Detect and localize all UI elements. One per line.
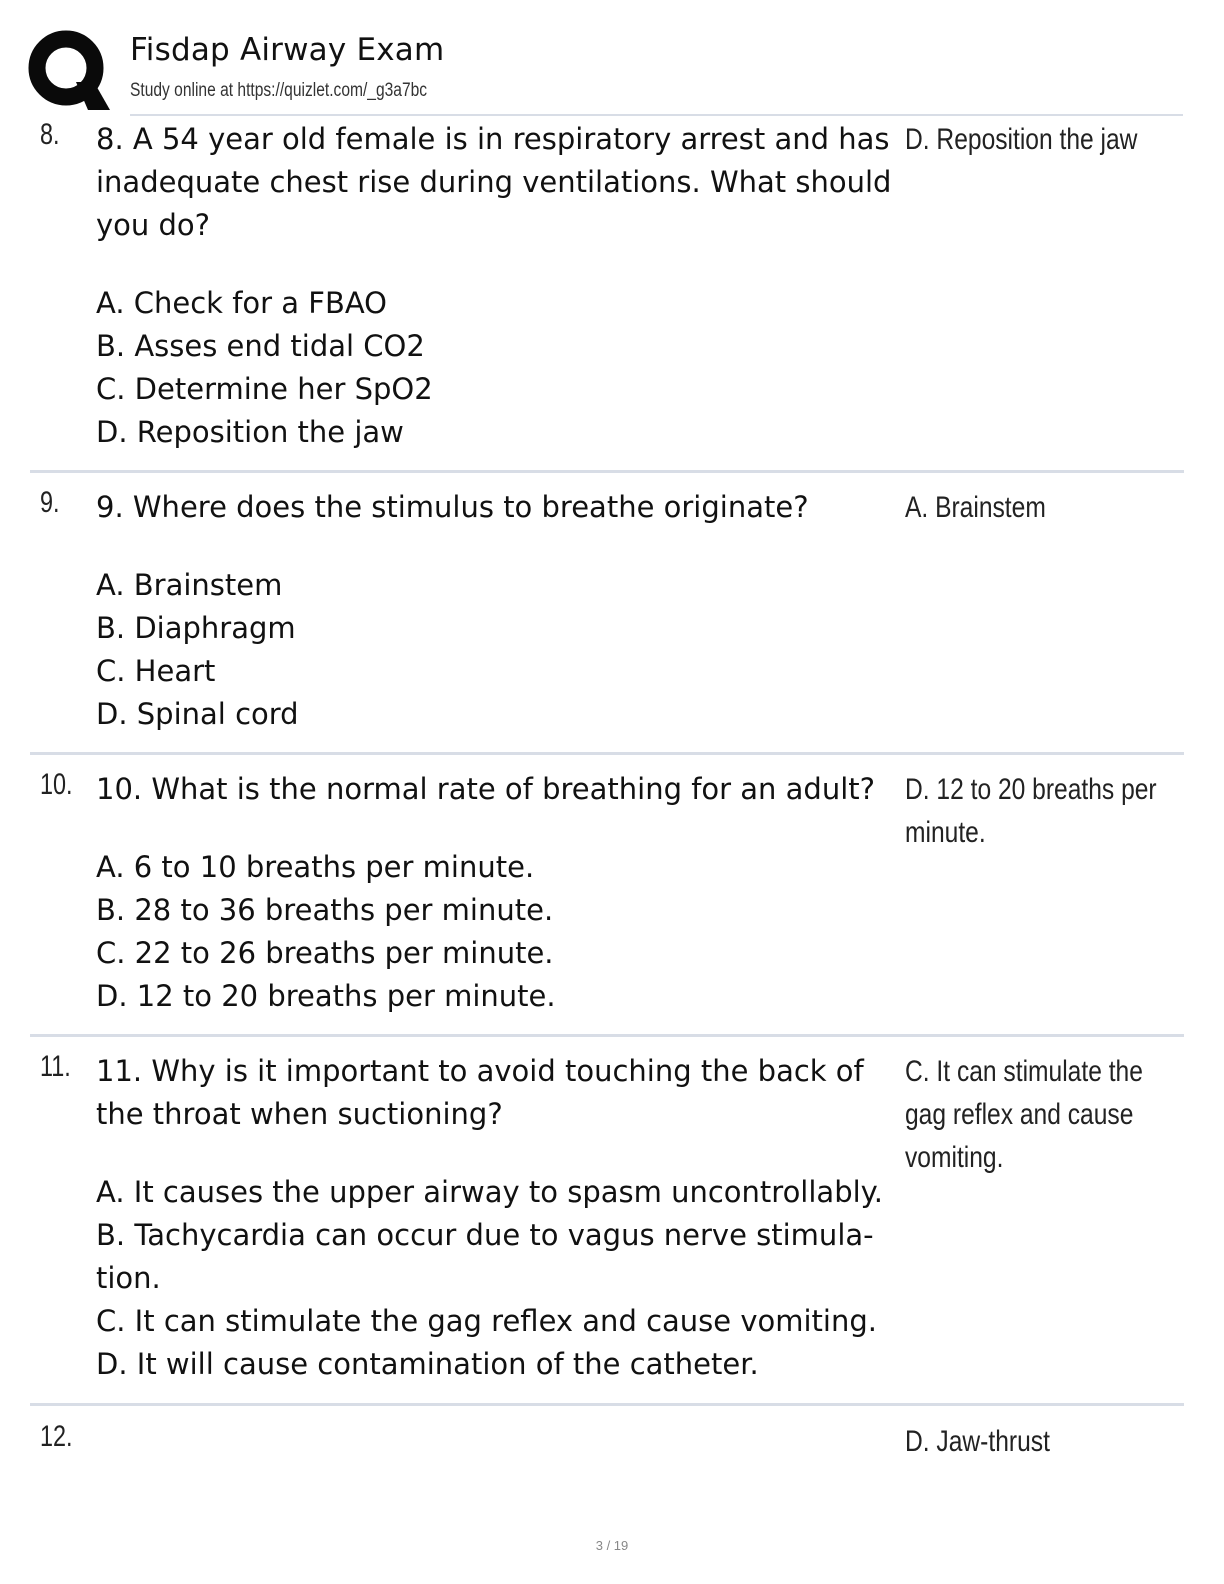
option-b: B. Diaphragm xyxy=(96,611,296,645)
question-text: 11. Why is it important to avoid touching the back of the throat when suctioning? xyxy=(96,1054,864,1131)
option-a: A. 6 to 10 breaths per minute. xyxy=(96,850,535,884)
study-online-link-text: Study online at https://quizlet.com/_g3a7bc xyxy=(130,80,428,101)
option-b: B. 28 to 36 breaths per minute. xyxy=(96,893,554,927)
option-c: C. Heart xyxy=(96,654,216,688)
card-question xyxy=(96,486,896,736)
card-question xyxy=(96,768,896,1018)
option-b: B. Tachycardia can occur due to vagus nerve stimula-tion. xyxy=(96,1218,874,1295)
card-answer: D. Reposition the jaw xyxy=(905,123,1138,156)
option-a: A. Check for a FBAO xyxy=(96,286,388,320)
card-answer: D. Jaw-thrust xyxy=(905,1425,1050,1458)
option-b: B. Asses end tidal CO2 xyxy=(96,329,425,363)
card-answer: D. 12 to 20 breaths per minute. xyxy=(905,773,1157,849)
row-divider xyxy=(30,1034,1184,1037)
quizlet-logo-icon xyxy=(28,30,110,112)
header-divider xyxy=(130,114,1183,116)
option-a: A. Brainstem xyxy=(96,568,283,602)
document-title: Fisdap Airway Exam xyxy=(130,32,445,68)
card-number: 8. xyxy=(40,118,60,151)
option-c: C. Determine her SpO2 xyxy=(96,372,433,406)
card-answer: A. Brainstem xyxy=(905,491,1046,524)
page-number: 3 / 19 xyxy=(595,1538,629,1553)
card-number: 11. xyxy=(40,1050,71,1083)
card-question xyxy=(96,118,896,454)
row-divider xyxy=(30,470,1184,473)
row-divider xyxy=(30,752,1184,755)
option-d: D. 12 to 20 breaths per minute. xyxy=(96,979,556,1013)
option-d: D. Spinal cord xyxy=(96,697,299,731)
question-text: 10. What is the normal rate of breathing for an adult? xyxy=(96,772,876,806)
card-number: 9. xyxy=(40,486,60,519)
question-text: 8. A 54 year old female is in respiratory arrest and has inadequate chest rise during ventilations. What should you do? xyxy=(96,122,892,242)
question-text: 9. Where does the stimulus to breathe originate? xyxy=(96,490,809,524)
option-a: A. It causes the upper airway to spasm uncontrollably. xyxy=(96,1175,883,1209)
option-c: C. It can stimulate the gag reflex and cause vomiting. xyxy=(96,1304,877,1338)
row-divider xyxy=(30,1403,1184,1406)
card-number: 10. xyxy=(40,768,73,801)
card-number: 12. xyxy=(40,1420,73,1453)
option-c: C. 22 to 26 breaths per minute. xyxy=(96,936,554,970)
option-d: D. It will cause contamination of the catheter. xyxy=(96,1347,759,1381)
card-answer: C. It can stimulate the gag reflex and cause vomiting. xyxy=(905,1055,1143,1174)
option-d: D. Reposition the jaw xyxy=(96,415,404,449)
card-question xyxy=(96,1050,896,1386)
